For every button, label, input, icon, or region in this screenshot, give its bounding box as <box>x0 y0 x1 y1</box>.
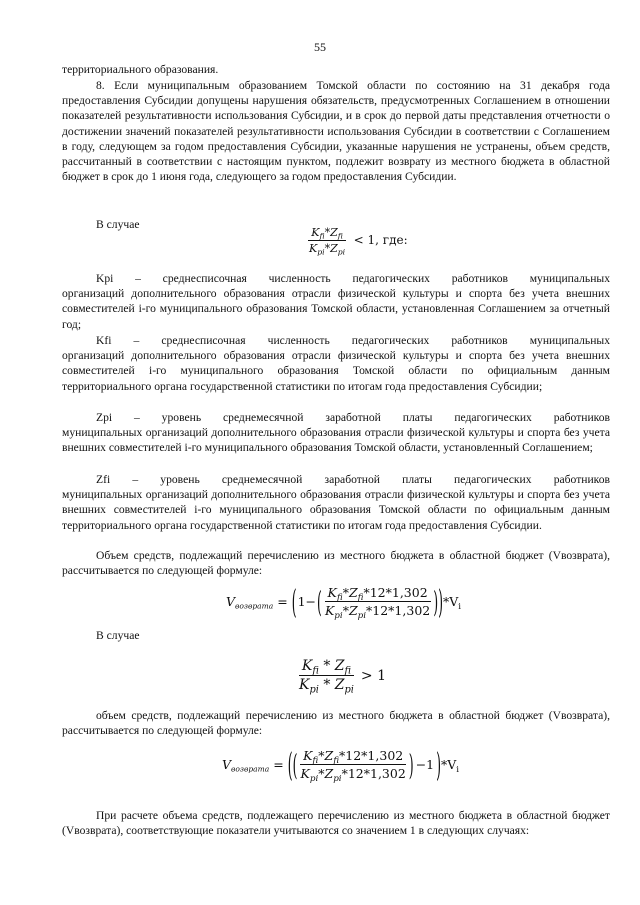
minus-one: −1 <box>415 757 435 772</box>
definition-zpi <box>62 410 610 456</box>
volume-paragraph-1: Объем средств, подлежащий перечислению из местного бюджета в областной бюджет (Vвозврата), рассчитывается по следующей формуле: <box>62 549 610 578</box>
definition-zpi-first-line: Zpi – уровень среднемесячной заработной платы педагогических работников <box>96 411 610 424</box>
one-minus: 1− <box>297 594 317 609</box>
equals-sign: = <box>273 757 284 772</box>
definition-zfi-first-line: Zfi – уровень среднемесячной заработной платы педагогических работников <box>96 473 610 486</box>
right-paren: ) <box>436 745 442 784</box>
return-formula-1 <box>226 582 462 622</box>
condition-relation-2: > 1 <box>360 667 387 684</box>
return-fraction-1 <box>322 585 433 622</box>
times-v: $*V_i$ <box>443 594 462 613</box>
definition-kfi-first-line: Kfi – среднесписочная численность педагогических работников муниципальных <box>96 334 610 347</box>
definition-kpi <box>62 271 610 332</box>
fraction-numerator: $K_{fi}*Z_{fi}$ <box>308 226 346 241</box>
inner-right-paren: ) <box>408 747 414 782</box>
fraction-denominator: $K_{pi}*Z_{pi}*12*1,302$ <box>324 603 431 622</box>
left-paren: ( <box>291 582 297 621</box>
return-formula-2 <box>222 745 460 785</box>
times-v: $*V_i$ <box>441 757 460 776</box>
volume-paragraph-2: объем средств, подлежащий перечислению из местного бюджета в областной бюджет (Vвозврата), рассчитывается по следующей формуле: <box>62 709 610 738</box>
fraction-numerator: $K_{fi}*Z_{fi}*12*1,302$ <box>325 585 431 602</box>
return-fraction-2 <box>298 748 409 785</box>
condition-formula-2 <box>296 658 387 696</box>
definition-zpi-rest: муниципальных организаций дополнительного образования отрасли физической культуры и спорта без учета внешних совместителей i-го муниципального образования Томской области, установленный Соглашением; <box>62 426 610 455</box>
page-number: 55 <box>314 40 326 54</box>
inner-left-paren: ( <box>292 747 298 782</box>
v-return-symbol: $V_{возврата}$ <box>226 594 274 611</box>
case-label-1: В случае <box>96 218 140 231</box>
definition-kfi-rest: организаций дополнительного образования отрасли физической культуры и спорта без учета внешних совместителей i-го муниципального образования Томской области по официальным данным территориального органа государственной статистики по итогам года предоставления Субсидии; <box>62 349 610 393</box>
definition-zfi <box>62 472 610 533</box>
paragraph-8: 8. Если муниципальным образованием Томской области по состоянию на 31 декабря года предоставления Субсидии допущены нарушения обязательств, предусмотренных Соглашением в отношении показателей результативности использования Субсидии, и в срок до первой даты представления отчетности о достижении значений показателей результативности использования Субсидии в соответствии с Соглашением в году, следующем за годом предоставления Субсидии, указанные нарушения не устранены, объем средств, рассчитанный в соответствии с настоящим пунктом, подлежит возврату из местного бюджета в областной бюджет в срок до 1 июня года, следующего за годом предоставления Субсидии. <box>62 79 610 184</box>
fraction-denominator: $K_{pi}*Z_{pi}*12*1,302$ <box>300 766 406 785</box>
inner-left-paren: ( <box>317 584 322 619</box>
definition-zfi-rest: муниципальных организаций дополнительного образования отрасли физической культуры и спорта без учета внешних совместителей i-го муниципального образования Томской области по официальным данным территориального органа государственной статистики по итогам года предоставления Субсидии. <box>62 488 610 532</box>
definition-kfi <box>62 333 610 394</box>
definition-kpi-first-line: Kpi – среднесписочная численность педагогических работников муниципальных <box>96 272 610 285</box>
paragraph-continuation: территориального образования. <box>62 63 219 76</box>
condition-fraction-2 <box>296 658 357 696</box>
equals-sign: = <box>277 594 288 609</box>
inner-right-paren: ) <box>433 584 439 619</box>
case-label-2: В случае <box>96 629 140 642</box>
right-paren: ) <box>438 582 444 621</box>
condition-formula-1 <box>306 226 408 255</box>
condition-relation-1: < 1, где: <box>353 232 408 247</box>
fraction-numerator: $K_{fi} * Z_{fi}$ <box>299 658 354 676</box>
v-return-symbol: $V_{возврата}$ <box>222 757 270 774</box>
definition-kpi-rest: организаций дополнительного образования отрасли физической культуры и спорта без учета внешних совместителей i-го муниципального образования Томской области, установленная Соглашением за отчетный год; <box>62 287 610 331</box>
fraction-numerator: $K_{fi}*Z_{fi}*12*1,302$ <box>300 748 406 765</box>
fraction-denominator: $K_{pi}*Z_{pi}$ <box>309 242 346 257</box>
condition-fraction-1 <box>306 226 348 255</box>
left-paren: ( <box>287 745 293 784</box>
final-paragraph: При расчете объема средств, подлежащего перечислению из местного бюджета в областной бюджет (Vвозврата), соответствующие показатели учитываются со значением 1 в следующих случаях: <box>62 809 610 838</box>
fraction-denominator: $K_{pi} * Z_{pi}$ <box>299 677 354 696</box>
